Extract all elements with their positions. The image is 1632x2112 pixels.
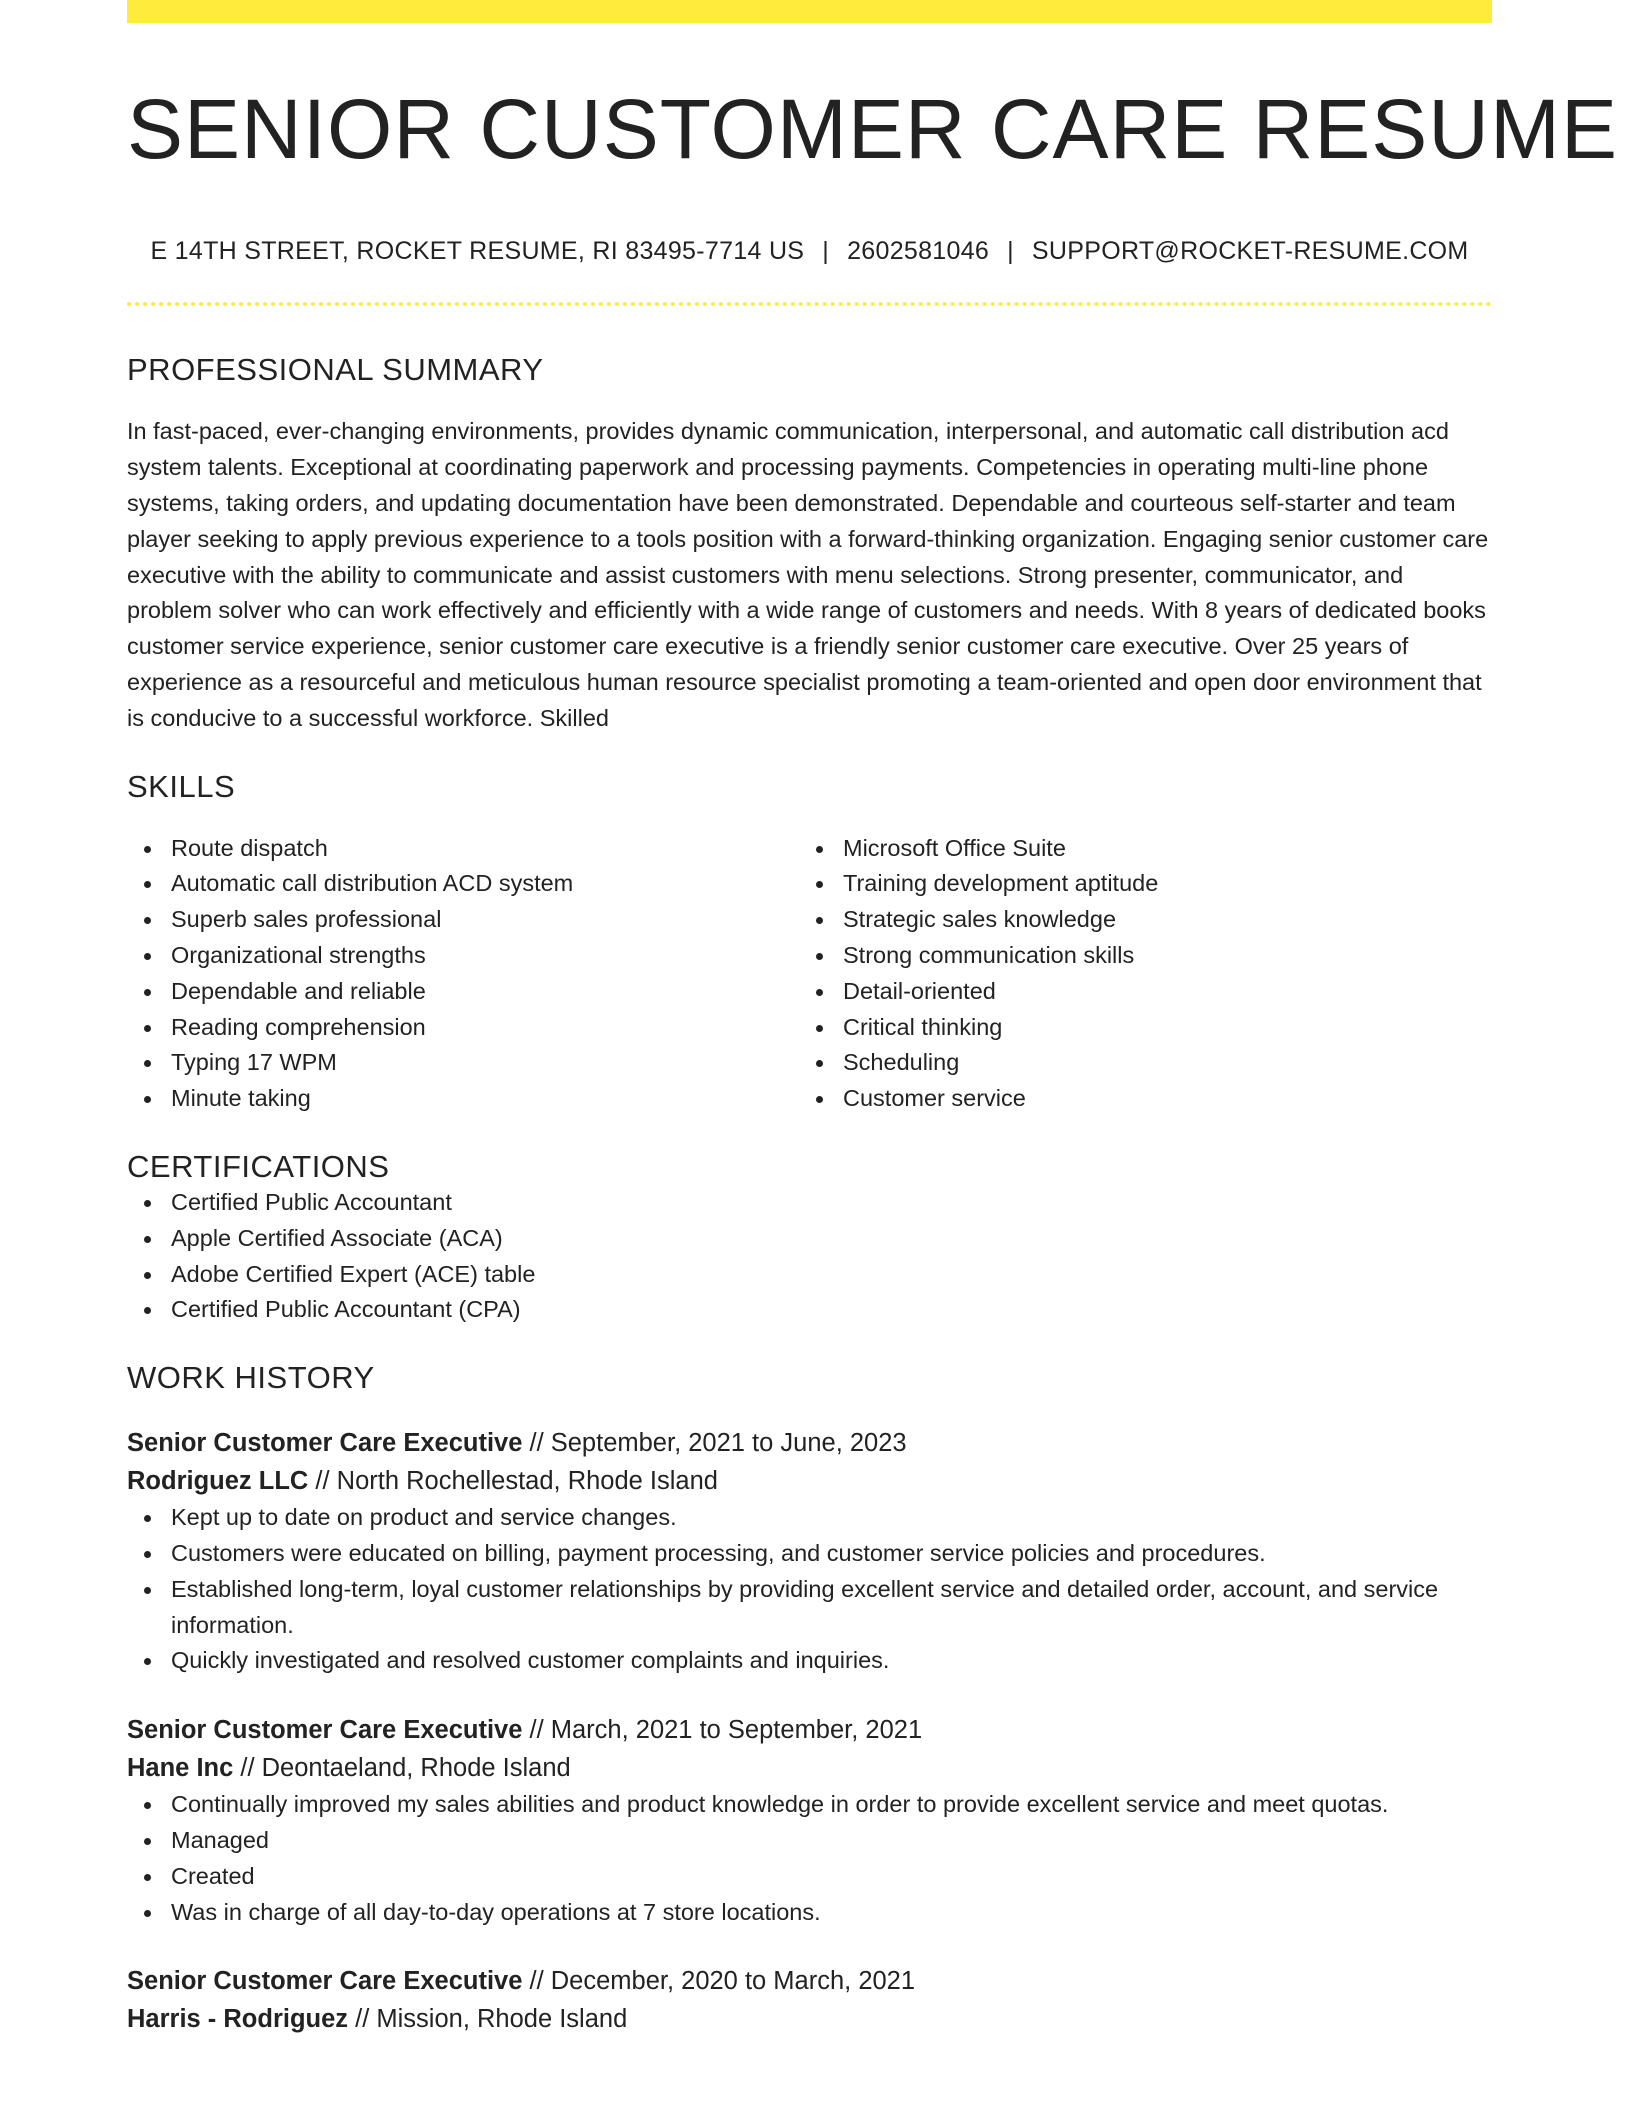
job-entry (127, 1711, 1492, 1930)
job-title-line (127, 1962, 1492, 2000)
skill-item: Superb sales professional (127, 902, 799, 938)
skill-item: Customer service (799, 1081, 1471, 1117)
job-title-line (127, 1711, 1492, 1749)
certification-item: Apple Certified Associate (ACA) (127, 1221, 1492, 1257)
job-company-line (127, 1462, 1492, 1500)
job-duty-item: Created (127, 1859, 1492, 1895)
job-title: Senior Customer Care Executive (127, 1967, 523, 1996)
job-title: Senior Customer Care Executive (127, 1429, 523, 1458)
job-dates: // September, 2021 to June, 2023 (522, 1429, 907, 1458)
job-duties-list (127, 1787, 1492, 1930)
skills-right-column (799, 831, 1471, 1117)
skill-item: Organizational strengths (127, 938, 799, 974)
skill-item: Strong communication skills (799, 938, 1471, 974)
job-location: // Mission, Rhode Island (348, 2005, 628, 2034)
skill-item: Minute taking (127, 1081, 799, 1117)
job-duty-item: Was in charge of all day-to-day operations at 7 store locations. (127, 1895, 1492, 1931)
job-title: Senior Customer Care Executive (127, 1716, 523, 1745)
certifications-heading: CERTIFICATIONS (127, 1148, 390, 1184)
job-company-line (127, 1749, 1492, 1787)
skill-item: Critical thinking (799, 1010, 1471, 1046)
job-location: // North Rochellestad, Rhode Island (308, 1467, 718, 1496)
job-duties-list (127, 1500, 1492, 1679)
job-duty-item: Continually improved my sales abilities and product knowledge in order to provide excellent service and meet quotas. (127, 1787, 1492, 1823)
top-accent-bar (127, 0, 1492, 23)
skills-columns (127, 831, 1492, 1117)
job-duty-item: Customers were educated on billing, payment processing, and customer service policies and procedures. (127, 1536, 1492, 1572)
job-title-line (127, 1424, 1492, 1462)
skills-heading: SKILLS (127, 768, 236, 804)
certification-item: Certified Public Accountant (CPA) (127, 1292, 1492, 1328)
skill-item: Strategic sales knowledge (799, 902, 1471, 938)
job-entry (127, 1962, 1492, 2038)
job-company: Rodriguez LLC (127, 1467, 309, 1496)
skill-item: Microsoft Office Suite (799, 831, 1471, 867)
job-company: Hane Inc (127, 1754, 234, 1783)
dotted-divider (127, 302, 1492, 306)
job-dates: // March, 2021 to September, 2021 (522, 1716, 923, 1745)
certification-item: Adobe Certified Expert (ACE) table (127, 1257, 1492, 1293)
certifications-list (127, 1185, 1492, 1328)
job-duty-item: Kept up to date on product and service changes. (127, 1500, 1492, 1536)
job-duty-item: Managed (127, 1823, 1492, 1859)
skill-item: Dependable and reliable (127, 974, 799, 1010)
job-duty-item: Established long-term, loyal customer relationships by providing excellent service and detailed order, account, and service information. (127, 1572, 1492, 1644)
contact-email[interactable]: SUPPORT@ROCKET-RESUME.COM (1031, 237, 1469, 266)
job-company-line (127, 2000, 1492, 2038)
contact-line (127, 237, 1492, 266)
job-location: // Deontaeland, Rhode Island (233, 1754, 571, 1783)
summary-text: In fast-paced, ever-changing environments, provides dynamic communication, interpersonal, and automatic call distribution acd system talents. Exceptional at coordinating paperwork and processing payments. Competencies in operating multi-line phone systems, taking orders, and updating documentation have been demonstrated. Dependable and courteous self-starter and team player seeking to apply previous experience to a tools position with a forward-thinking organization. Engaging senior customer care executive with the ability to communicate and assist customers with menu selections. Strong presenter, communicator, and problem solver who can work effectively and efficiently with a wide range of customers and needs. With 8 years of dedicated books customer service experience, senior customer care executive is a friendly senior customer care executive. Over 25 years of experience as a resourceful and meticulous human resource specialist promoting a team-oriented and open door environment that is conducive to a successful workforce. Skilled (127, 418, 1489, 731)
skills-left-column (127, 831, 799, 1117)
job-company: Harris - Rodriguez (127, 2005, 349, 2034)
job-entry (127, 1424, 1492, 1679)
work-history-heading: WORK HISTORY (127, 1360, 375, 1396)
skills-right-list (799, 831, 1471, 1117)
job-duty-item: Quickly investigated and resolved customer complaints and inquiries. (127, 1643, 1492, 1679)
summary-heading: PROFESSIONAL SUMMARY (127, 352, 544, 388)
skill-item: Typing 17 WPM (127, 1045, 799, 1081)
contact-phone[interactable]: 2602581046 (847, 237, 990, 266)
certification-item: Certified Public Accountant (127, 1185, 1492, 1221)
skill-item: Route dispatch (127, 831, 799, 867)
job-dates: // December, 2020 to March, 2021 (522, 1967, 916, 1996)
contact-address: E 14TH STREET, ROCKET RESUME, RI 83495-7714 US (150, 237, 805, 266)
skill-item: Reading comprehension (127, 1010, 799, 1046)
resume-page (127, 0, 1618, 2038)
contact-separator: | (1007, 237, 1014, 266)
skill-item: Automatic call distribution ACD system (127, 866, 799, 902)
skill-item: Detail-oriented (799, 974, 1471, 1010)
skills-left-list (127, 831, 799, 1117)
contact-separator: | (822, 237, 830, 266)
skill-item: Scheduling (799, 1045, 1471, 1081)
resume-title: SENIOR CUSTOMER CARE RESUME (127, 82, 1618, 176)
skill-item: Training development aptitude (799, 866, 1471, 902)
